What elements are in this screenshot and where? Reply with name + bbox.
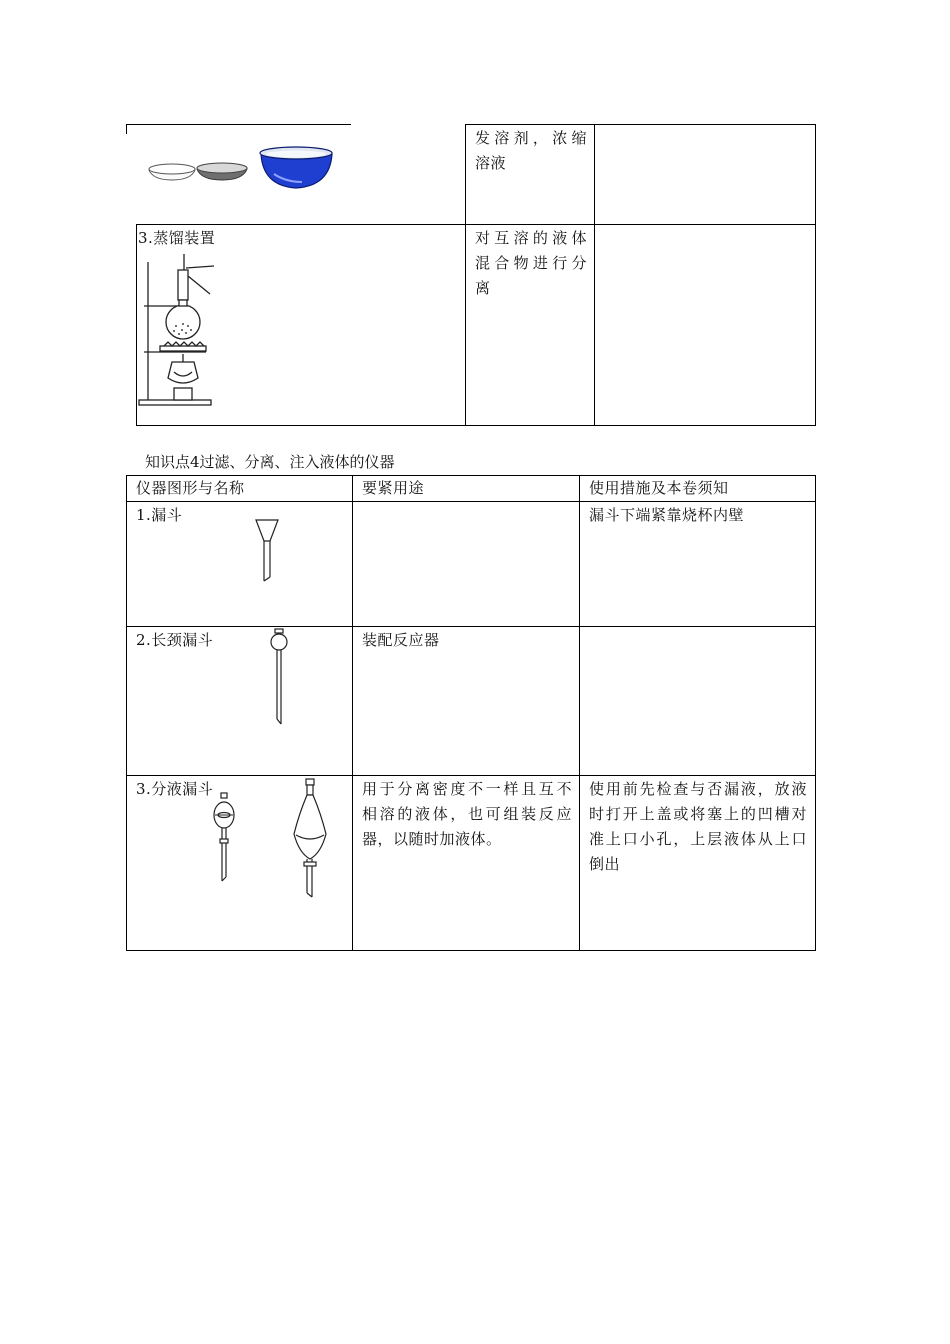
funnel-icon xyxy=(254,519,284,589)
table-border xyxy=(465,124,816,125)
separatory-funnel-icon xyxy=(291,779,331,899)
apparatus-table-top xyxy=(126,124,816,426)
text-line: 对互溶的液体 xyxy=(475,229,587,247)
table-border xyxy=(126,775,816,776)
long-neck-funnel-image xyxy=(268,629,292,729)
instrument-name-funnel: 1.漏斗 xyxy=(136,506,183,524)
table-border xyxy=(594,124,595,426)
table-border xyxy=(126,501,816,502)
table-border xyxy=(815,475,816,951)
notes-text-funnel xyxy=(589,503,809,528)
table-border xyxy=(126,124,351,125)
apparatus-table-bottom xyxy=(126,475,816,951)
text-line: 使用前先检查与否漏液，放液 xyxy=(589,780,807,798)
table-border xyxy=(579,475,580,951)
text-line: 漏斗下端紧靠烧杯内壁 xyxy=(589,506,745,524)
distillation-apparatus-image xyxy=(136,254,246,414)
use-text-distillation xyxy=(475,226,587,301)
table-border xyxy=(815,124,816,426)
distillation-apparatus-icon xyxy=(136,254,246,414)
use-text-long-neck-funnel: 装配反应器 xyxy=(362,631,440,649)
text-line: 准上口小孔，上层液体从上口 xyxy=(589,830,807,848)
text-line: 倒出 xyxy=(589,855,621,873)
table-border xyxy=(126,475,127,951)
text-line: 发溶剂，浓缩 xyxy=(475,129,587,147)
text-line: 离 xyxy=(475,279,491,297)
column-header-instrument: 仪器图形与名称 xyxy=(136,479,245,497)
table-border xyxy=(126,626,816,627)
text-line: 时打开上盖或将塞上的凹槽对 xyxy=(589,805,807,823)
separatory-funnel-icon xyxy=(212,793,236,887)
use-text-separatory-funnel xyxy=(362,777,572,852)
use-text-evaporation xyxy=(475,126,587,176)
text-line: 器，以随时加液体。 xyxy=(362,830,502,848)
evaporating-dishes-icon xyxy=(146,144,466,214)
section-heading: 知识点4过滤、分离、注入液体的仪器 xyxy=(145,453,395,471)
notes-text-separatory-funnel xyxy=(589,777,807,877)
text-line: 溶液 xyxy=(475,154,507,172)
evaporating-dishes-image xyxy=(146,144,466,214)
funnel-image xyxy=(254,519,284,589)
separatory-funnel-round-image xyxy=(212,793,236,887)
instrument-name-separatory-funnel: 3.分液漏斗 xyxy=(136,780,214,798)
table-border xyxy=(126,950,816,951)
column-header-use: 要紧用途 xyxy=(362,479,425,497)
column-header-notes: 使用措施及本卷须知 xyxy=(589,479,729,497)
text-line: 相溶的液体，也可组装反应 xyxy=(362,805,572,823)
separatory-funnel-pear-image xyxy=(291,779,331,899)
long-neck-funnel-icon xyxy=(268,629,292,729)
text-line: 混合物进行分 xyxy=(475,254,587,272)
instrument-name-distillation: 3.蒸馏装置 xyxy=(138,229,216,247)
table-border xyxy=(126,124,127,134)
table-border xyxy=(136,425,816,426)
table-border xyxy=(136,224,816,225)
table-border xyxy=(352,475,353,951)
instrument-name-long-neck-funnel: 2.长颈漏斗 xyxy=(136,631,214,649)
text-line: 用于分离密度不一样且互不 xyxy=(362,780,572,798)
